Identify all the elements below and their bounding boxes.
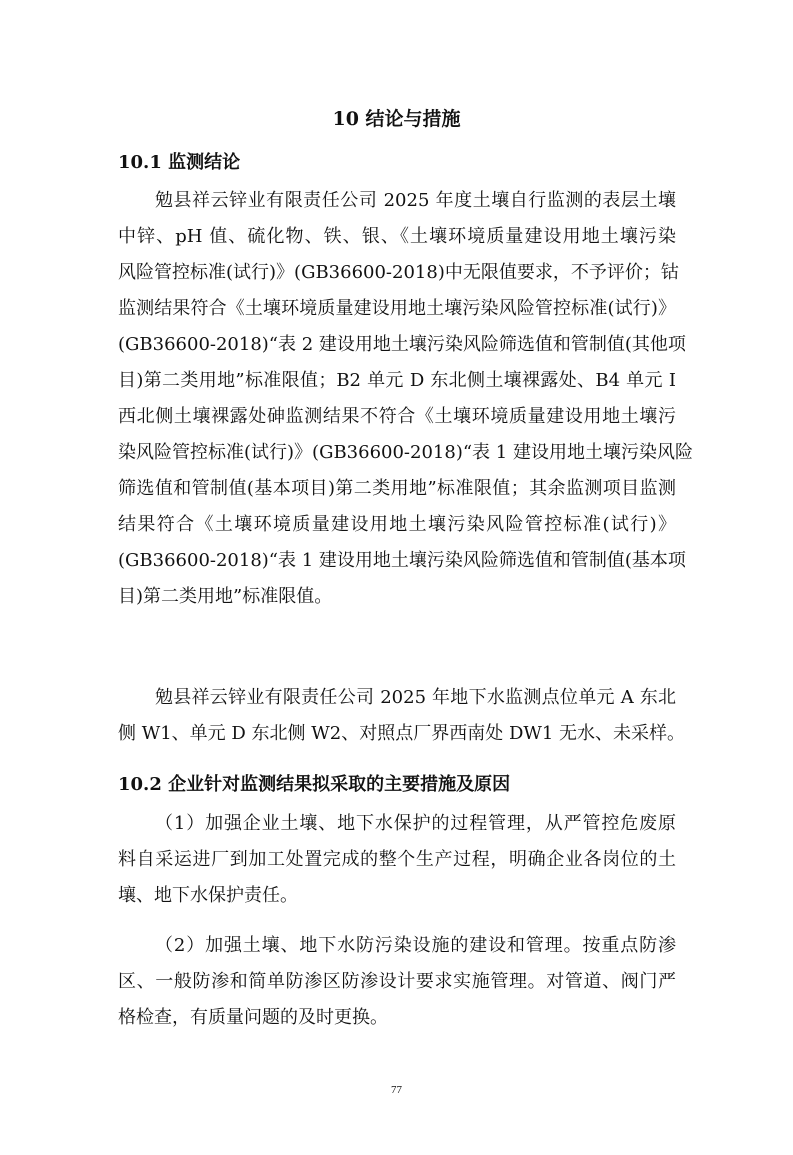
text-line: 西北侧土壤裸露处砷监测结果不符合《土壤环境质量建设用地土壤污 [118,406,676,427]
text-line: 监测结果符合《土壤环境质量建设用地土壤污染风险管控标准(试行)》 [118,298,676,319]
text-line: (GB36600-2018)“表 2 建设用地土壤污染风险筛选值和管制值(其他项 [118,334,686,355]
paragraph-measure-2 [118,928,676,1036]
text-line: 侧 W1、单元 D 东北侧 W2、对照点厂界西南处 DW1 无水、未采样。 [118,723,686,744]
paragraph-groundwater-conclusion [118,680,686,752]
text-line: 格检查，有质量问题的及时更换。 [118,1007,388,1028]
text-line: 目)第二类用地”标准限值；B2 单元 D 东北侧土壤裸露处、B4 单元 I [118,370,676,391]
text-line: 勉县祥云锌业有限责任公司 2025 年度土壤自行监测的表层土壤 [155,190,676,211]
page-title: 10 结论与措施 [332,108,461,130]
text-line: 目)第二类用地”标准限值。 [118,586,333,607]
text-line: 料自采运进厂到加工处置完成的整个生产过程，明确企业各岗位的土 [118,849,676,870]
paragraph-soil-conclusion [118,183,693,615]
section-heading-monitoring-conclusion: 10.1 监测结论 [118,152,241,173]
text-line: 勉县祥云锌业有限责任公司 2025 年地下水监测点位单元 A 东北 [155,687,676,708]
text-line: （1）加强企业土壤、地下水保护的过程管理，从严管控危废原 [155,813,676,834]
text-line: 染风险管控标准(试行)》(GB36600-2018)“表 1 建设用地土壤污染风险 [118,442,693,463]
text-line: 风险管控标准(试行)》(GB36600-2018)中无限值要求，不予评价；钴 [118,262,679,283]
text-line: 筛选值和管制值(基本项目)第二类用地”标准限值；其余监测项目监测 [118,478,676,499]
text-line: （2）加强土壤、地下水防污染设施的建设和管理。按重点防渗 [155,935,676,956]
paragraph-measure-1 [118,806,676,914]
text-line: 壤、地下水保护责任。 [118,885,298,906]
text-line: (GB36600-2018)“表 1 建设用地土壤污染风险筛选值和管制值(基本项 [118,550,686,571]
page-number: 77 [391,1084,402,1096]
text-line: 区、一般防渗和简单防渗区防渗设计要求实施管理。对管道、阀门严 [118,971,676,992]
text-line: 中锌、pH 值、硫化物、铁、银、《土壤环境质量建设用地土壤污染 [118,226,676,247]
section-heading-measures: 10.2 企业针对监测结果拟采取的主要措施及原因 [118,774,511,795]
text-line: 结果符合《土壤环境质量建设用地土壤污染风险管控标准(试行)》 [118,514,676,535]
